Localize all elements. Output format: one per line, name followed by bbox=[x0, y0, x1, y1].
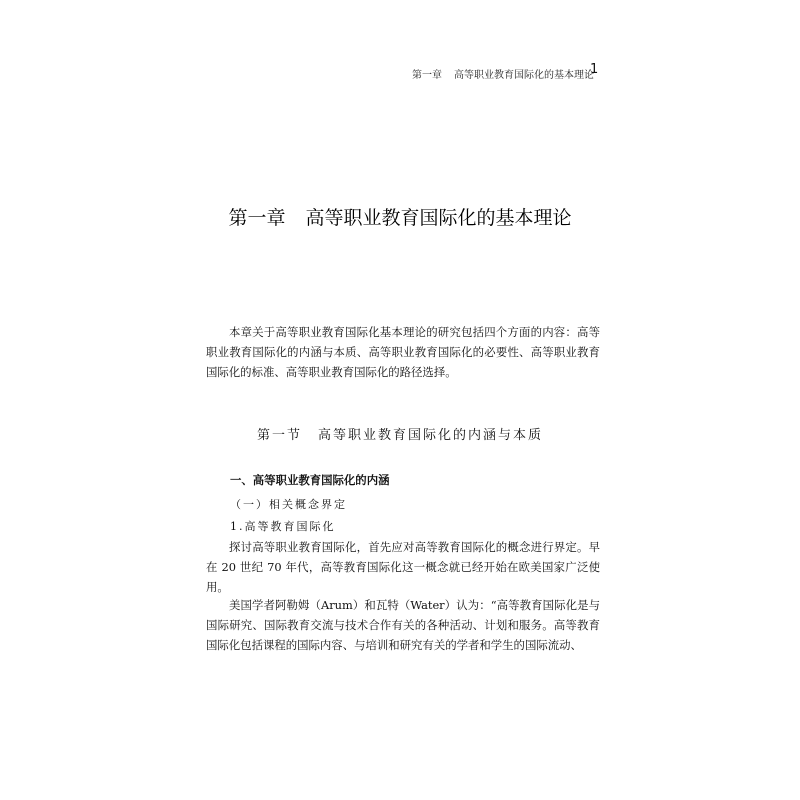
chapter-title bbox=[0, 203, 800, 230]
chapter-title-text: 高等职业教育国际化的基本理论 bbox=[305, 207, 572, 229]
chapter-label: 第一章 bbox=[228, 207, 286, 229]
body-paragraph: 探讨高等职业教育国际化，首先应对高等教育国际化的概念进行界定。早在 20 世纪 70 年代，高等教育国际化这一概念就已经开始在欧美国家广泛使用。 bbox=[206, 540, 600, 594]
section-label: 第一节 bbox=[256, 428, 302, 443]
body-paragraph: 美国学者阿勒姆（Arum）和瓦特（Water）认为：“高等教育国际化是与国际研究、国际教育交流与技术合作有关的各种活动、计划和服务。高等教育国际化包括课程的国际内容、与培训和研究有关的学者和学生的国际流动、 bbox=[206, 598, 600, 652]
running-header-title: 高等职业教育国际化的基本理论 bbox=[454, 70, 594, 81]
section-title-text: 高等职业教育国际化的内涵与本质 bbox=[318, 428, 544, 443]
heading-level-3: 1.高等教育国际化 bbox=[230, 520, 336, 533]
section-title bbox=[0, 424, 800, 443]
running-header bbox=[412, 66, 594, 81]
page-number: 1 bbox=[590, 62, 599, 77]
running-header-chapter: 第一章 bbox=[412, 70, 442, 81]
heading-level-2: （一）相关概念界定 bbox=[230, 498, 347, 511]
chapter-intro-paragraph: 本章关于高等职业教育国际化基本理论的研究包括四个方面的内容：高等职业教育国际化的内涵与本质、高等职业教育国际化的必要性、高等职业教育国际化的标准、高等职业教育国际化的路径选择。 bbox=[206, 325, 600, 379]
heading-level-1: 一、高等职业教育国际化的内涵 bbox=[230, 473, 390, 487]
